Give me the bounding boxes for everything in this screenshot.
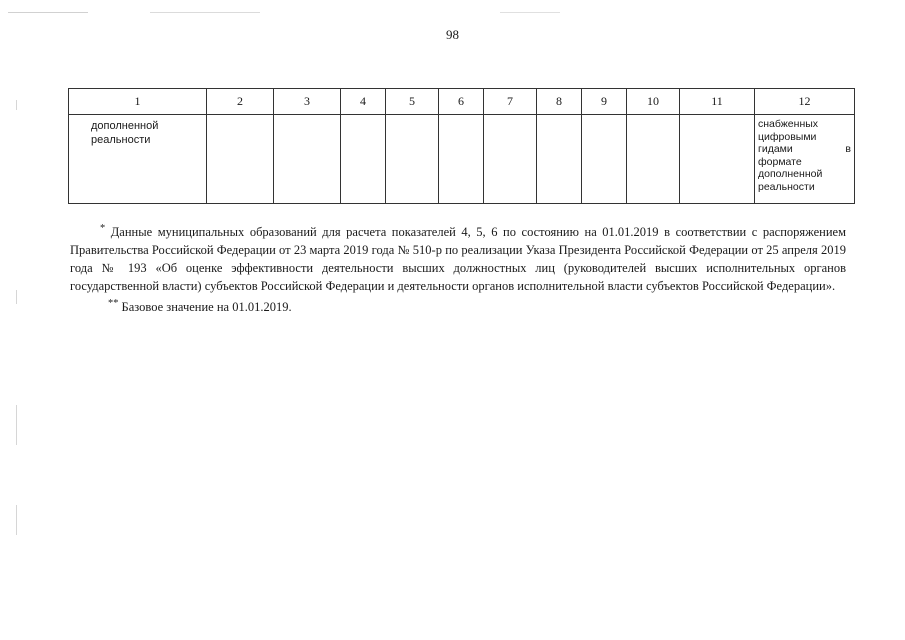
- table-cell: [207, 115, 274, 204]
- page-number: 98: [446, 27, 459, 42]
- scan-artifact: [8, 12, 88, 13]
- table-row: [69, 115, 855, 204]
- table-cell: дополненной реальности: [69, 115, 207, 204]
- cell-word: гидами: [758, 143, 793, 155]
- cell-line: формате: [758, 155, 802, 168]
- scan-artifact: [16, 290, 17, 304]
- table-cell: [484, 115, 537, 204]
- scan-artifact: [16, 505, 17, 535]
- scan-artifact: [16, 100, 17, 110]
- scan-artifact: [16, 405, 17, 445]
- table-cell: [537, 115, 582, 204]
- footnote-2: [70, 295, 846, 316]
- footnote-marker: **: [108, 298, 119, 310]
- cell-line: цифровыми: [758, 130, 817, 143]
- column-header: 7: [484, 89, 537, 115]
- footnotes: [70, 220, 846, 316]
- column-header: 11: [680, 89, 755, 115]
- footnote-1: [70, 220, 846, 295]
- table-cell: [582, 115, 627, 204]
- column-header: 3: [274, 89, 341, 115]
- footnote-text: Данные муниципальных образований для расчета показателей 4, 5, 6 по состоянию на 01.01.2019 в соответствии с распоряжением Правительства Российской Федерации от 23 марта 2019 года № 510-р по реализации Указа Президента Российской Федерации от 25 апреля 2019 года № 193 «Об оценке эффективности деятельности высших должностных лиц (руководителей высших исполнительных органов государственной власти) субъектов Российской Федерации и деятельности органов исполнительной власти субъектов Российской Федерации».: [70, 225, 846, 294]
- column-header: 2: [207, 89, 274, 115]
- cell-line: [758, 143, 851, 156]
- indicator-table: [68, 88, 855, 204]
- column-header: 1: [69, 89, 207, 115]
- scan-artifact: [150, 12, 260, 13]
- column-header: 12: [755, 89, 855, 115]
- table-cell: [386, 115, 439, 204]
- table-header-row: [69, 89, 855, 115]
- cell-line: снабженных: [758, 118, 819, 130]
- cell-line: дополненной: [758, 168, 823, 180]
- column-header: 6: [439, 89, 484, 115]
- cell-line: реальности: [758, 180, 815, 193]
- cell-word: в: [845, 143, 851, 155]
- table-cell: [341, 115, 386, 204]
- footnote-text: Базовое значение на 01.01.2019.: [121, 300, 292, 315]
- table-cell: [755, 115, 855, 204]
- column-header: 4: [341, 89, 386, 115]
- column-header: 8: [537, 89, 582, 115]
- scan-artifact: [500, 12, 560, 13]
- table-cell: [680, 115, 755, 204]
- table-cell: [274, 115, 341, 204]
- table-cell: [439, 115, 484, 204]
- column-header: 9: [582, 89, 627, 115]
- column-header: 5: [386, 89, 439, 115]
- footnote-marker: *: [100, 223, 106, 234]
- table-cell: [627, 115, 680, 204]
- column-header: 10: [627, 89, 680, 115]
